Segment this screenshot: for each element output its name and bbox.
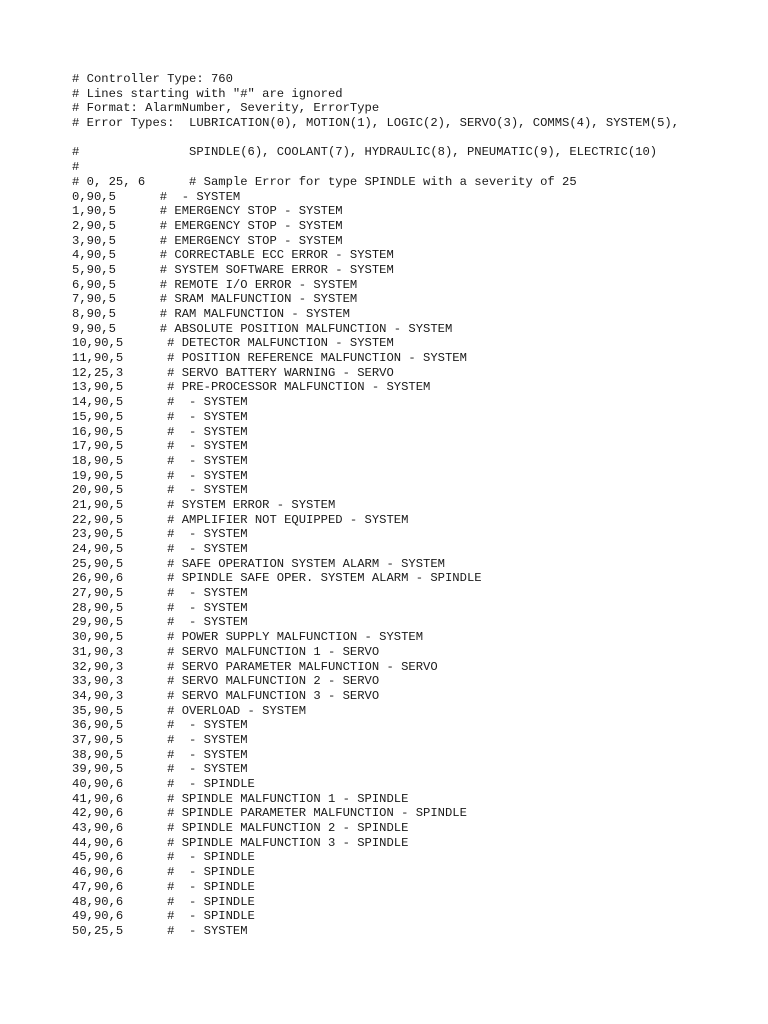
alarm-entry-line: 42,90,6 # SPINDLE PARAMETER MALFUNCTION - SPINDLE <box>72 806 467 821</box>
alarm-entry-line: 3,90,5 # EMERGENCY STOP - SYSTEM <box>72 233 343 248</box>
comment-line: # 0, 25, 6 # Sample Error for type SPINDLE with a severity of 25 <box>72 174 577 189</box>
alarm-entry-line: 31,90,3 # SERVO MALFUNCTION 1 - SERVO <box>72 644 380 659</box>
alarm-entry-line: 19,90,5 # - SYSTEM <box>72 468 248 483</box>
alarm-entry-line: 0,90,5 # - SYSTEM <box>72 189 241 204</box>
alarm-entry-line: 17,90,5 # - SYSTEM <box>72 439 248 454</box>
alarm-entry-line: 36,90,5 # - SYSTEM <box>72 718 248 733</box>
alarm-entry-line: 49,90,6 # - SPINDLE <box>72 909 255 924</box>
alarm-entry-line: 46,90,6 # - SPINDLE <box>72 865 255 880</box>
alarm-entry-line: 6,90,5 # REMOTE I/O ERROR - SYSTEM <box>72 277 358 292</box>
comment-line: # Format: AlarmNumber, Severity, ErrorType <box>72 101 380 116</box>
document-page <box>72 72 752 939</box>
alarm-entry-line: 28,90,5 # - SYSTEM <box>72 600 248 615</box>
comment-line: # SPINDLE(6), COOLANT(7), HYDRAULIC(8), PNEUMATIC(9), ELECTRIC(10) <box>72 145 658 160</box>
alarm-entry-line: 20,90,5 # - SYSTEM <box>72 483 248 498</box>
alarm-entry-line: 21,90,5 # SYSTEM ERROR - SYSTEM <box>72 497 336 512</box>
alarm-entry-line: 26,90,6 # SPINDLE SAFE OPER. SYSTEM ALARM - SPINDLE <box>72 571 482 586</box>
alarm-entry-line: 33,90,3 # SERVO MALFUNCTION 2 - SERVO <box>72 674 380 689</box>
alarm-entry-line: 12,25,3 # SERVO BATTERY WARNING - SERVO <box>72 365 394 380</box>
alarm-entry-line: 14,90,5 # - SYSTEM <box>72 395 248 410</box>
alarm-entry-line: 18,90,5 # - SYSTEM <box>72 453 248 468</box>
alarm-entry-line: 35,90,5 # OVERLOAD - SYSTEM <box>72 703 307 718</box>
alarm-entry-line: 13,90,5 # PRE-PROCESSOR MALFUNCTION - SYSTEM <box>72 380 431 395</box>
alarm-entry-line: 41,90,6 # SPINDLE MALFUNCTION 1 - SPINDLE <box>72 791 409 806</box>
alarm-entry-line: 39,90,5 # - SYSTEM <box>72 762 248 777</box>
alarm-entry-line: 47,90,6 # - SPINDLE <box>72 879 255 894</box>
alarm-entry-line: 50,25,5 # - SYSTEM <box>72 923 248 938</box>
alarm-entry-line: 34,90,3 # SERVO MALFUNCTION 3 - SERVO <box>72 688 380 703</box>
comment-line: # Error Types: LUBRICATION(0), MOTION(1), LOGIC(2), SERVO(3), COMMS(4), SYSTEM(5), <box>72 116 680 131</box>
alarm-entry-line: 32,90,3 # SERVO PARAMETER MALFUNCTION - SERVO <box>72 659 438 674</box>
alarm-entry-line: 40,90,6 # - SPINDLE <box>72 777 255 791</box>
alarm-entry-line: 8,90,5 # RAM MALFUNCTION - SYSTEM <box>72 307 350 321</box>
alarm-entry-line: 38,90,5 # - SYSTEM <box>72 747 248 762</box>
alarm-entry-line: 25,90,5 # SAFE OPERATION SYSTEM ALARM - SYSTEM <box>72 556 445 571</box>
alarm-entry-line: 30,90,5 # POWER SUPPLY MALFUNCTION - SYSTEM <box>72 630 424 645</box>
alarm-entry-line: 5,90,5 # SYSTEM SOFTWARE ERROR - SYSTEM <box>72 262 394 277</box>
alarm-entry-line: 45,90,6 # - SPINDLE <box>72 850 255 865</box>
alarm-entry-line: 43,90,6 # SPINDLE MALFUNCTION 2 - SPINDLE <box>72 821 409 836</box>
alarm-entry-line: 24,90,5 # - SYSTEM <box>72 542 248 556</box>
comment-line: # Lines starting with "#" are ignored <box>72 86 343 101</box>
alarm-entry-line: 27,90,5 # - SYSTEM <box>72 586 248 601</box>
alarm-entry-line: 22,90,5 # AMPLIFIER NOT EQUIPPED - SYSTEM <box>72 512 409 527</box>
alarm-entry-line: 44,90,6 # SPINDLE MALFUNCTION 3 - SPINDLE <box>72 835 409 850</box>
alarm-entry-line: 23,90,5 # - SYSTEM <box>72 527 248 542</box>
alarm-entry-line: 11,90,5 # POSITION REFERENCE MALFUNCTION - SYSTEM <box>72 351 467 366</box>
alarm-entry-line: 2,90,5 # EMERGENCY STOP - SYSTEM <box>72 218 343 233</box>
comment-line <box>72 131 752 146</box>
alarm-entry-line: 16,90,5 # - SYSTEM <box>72 424 248 439</box>
alarm-entry-line: 48,90,6 # - SPINDLE <box>72 894 255 909</box>
alarm-entry-line: 15,90,5 # - SYSTEM <box>72 409 248 424</box>
config-text-block <box>72 72 752 939</box>
alarm-entry-line: 7,90,5 # SRAM MALFUNCTION - SYSTEM <box>72 292 358 307</box>
comment-line: # <box>72 160 80 175</box>
alarm-entry-line: 4,90,5 # CORRECTABLE ECC ERROR - SYSTEM <box>72 248 394 263</box>
alarm-entry-line: 9,90,5 # ABSOLUTE POSITION MALFUNCTION - SYSTEM <box>72 321 453 336</box>
alarm-entry-line: 29,90,5 # - SYSTEM <box>72 615 248 630</box>
alarm-entry-line: 37,90,5 # - SYSTEM <box>72 732 248 747</box>
alarm-entry-line: 1,90,5 # EMERGENCY STOP - SYSTEM <box>72 204 343 219</box>
comment-line: # Controller Type: 760 <box>72 72 233 86</box>
alarm-entry-line: 10,90,5 # DETECTOR MALFUNCTION - SYSTEM <box>72 336 394 351</box>
